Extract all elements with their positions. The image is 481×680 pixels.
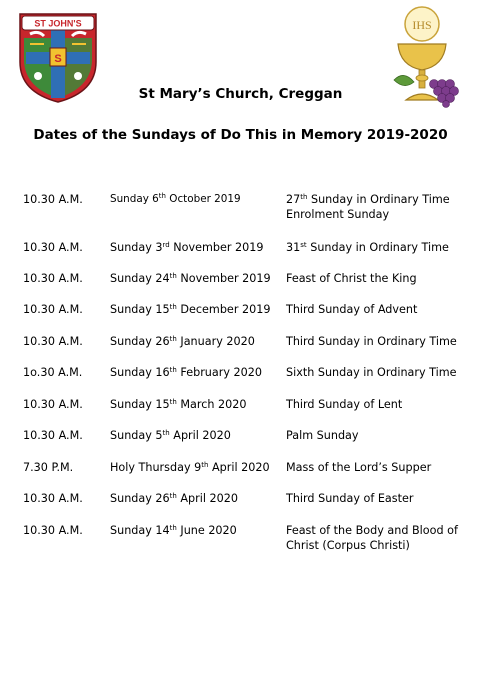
- service-time: 10.30 A.M.: [23, 335, 83, 348]
- service-date: Sunday 6th October 2019: [110, 192, 241, 205]
- service-date: Sunday 24th November 2019: [110, 272, 271, 285]
- service-date: Sunday 26th January 2020: [110, 335, 255, 348]
- service-date: Sunday 16th February 2020: [110, 366, 263, 379]
- service-time: 10.30 A.M.: [23, 429, 83, 442]
- liturgical-event: Third Sunday of Easter: [286, 492, 414, 505]
- service-date: Holy Thursday 9th April 2020: [110, 461, 270, 474]
- liturgical-event: 31st Sunday in Ordinary Time: [286, 241, 449, 254]
- crest-letter: S: [54, 53, 62, 65]
- service-time: 10.30 A.M.: [23, 193, 83, 206]
- service-date: Sunday 14th June 2020: [110, 524, 237, 537]
- liturgical-event: Palm Sunday: [286, 429, 359, 442]
- liturgical-event: Third Sunday of Lent: [286, 398, 403, 411]
- service-time: 7.30 P.M.: [23, 461, 74, 474]
- service-time: 10.30 A.M.: [23, 303, 83, 316]
- liturgical-event: Third Sunday in Ordinary Time: [286, 335, 457, 348]
- service-time: 10.30 A.M.: [23, 241, 83, 254]
- liturgical-event: Third Sunday of Advent: [286, 303, 418, 316]
- service-time: 1o.30 A.M.: [23, 366, 83, 379]
- church-name: St Mary’s Church, Creggan: [138, 86, 343, 102]
- liturgical-event: Feast of Christ the King: [286, 272, 417, 285]
- service-date: Sunday 15th December 2019: [110, 303, 271, 316]
- liturgical-event: 27th Sunday in Ordinary Time Enrolment Sunday: [286, 193, 450, 221]
- service-time: 10.30 A.M.: [23, 524, 83, 537]
- liturgical-event: Mass of the Lord’s Supper: [286, 461, 432, 474]
- service-date: Sunday 3rd November 2019: [110, 241, 264, 254]
- page-subtitle: Dates of the Sundays of Do This in Memory 2019-2020: [33, 127, 448, 143]
- chalice-ihs-text: IHS: [412, 18, 432, 32]
- service-time: 10.30 A.M.: [23, 272, 83, 285]
- liturgical-event: Feast of the Body and Blood of Christ (Corpus Christi): [286, 524, 458, 552]
- service-date: Sunday 26th April 2020: [110, 492, 238, 505]
- crest-text: ST JOHN'S: [34, 18, 82, 29]
- liturgical-event: Sixth Sunday in Ordinary Time: [286, 366, 457, 379]
- service-time: 10.30 A.M.: [23, 398, 83, 411]
- service-date: Sunday 5th April 2020: [110, 429, 231, 442]
- service-date: Sunday 15th March 2020: [110, 398, 247, 411]
- service-time: 10.30 A.M.: [23, 492, 83, 505]
